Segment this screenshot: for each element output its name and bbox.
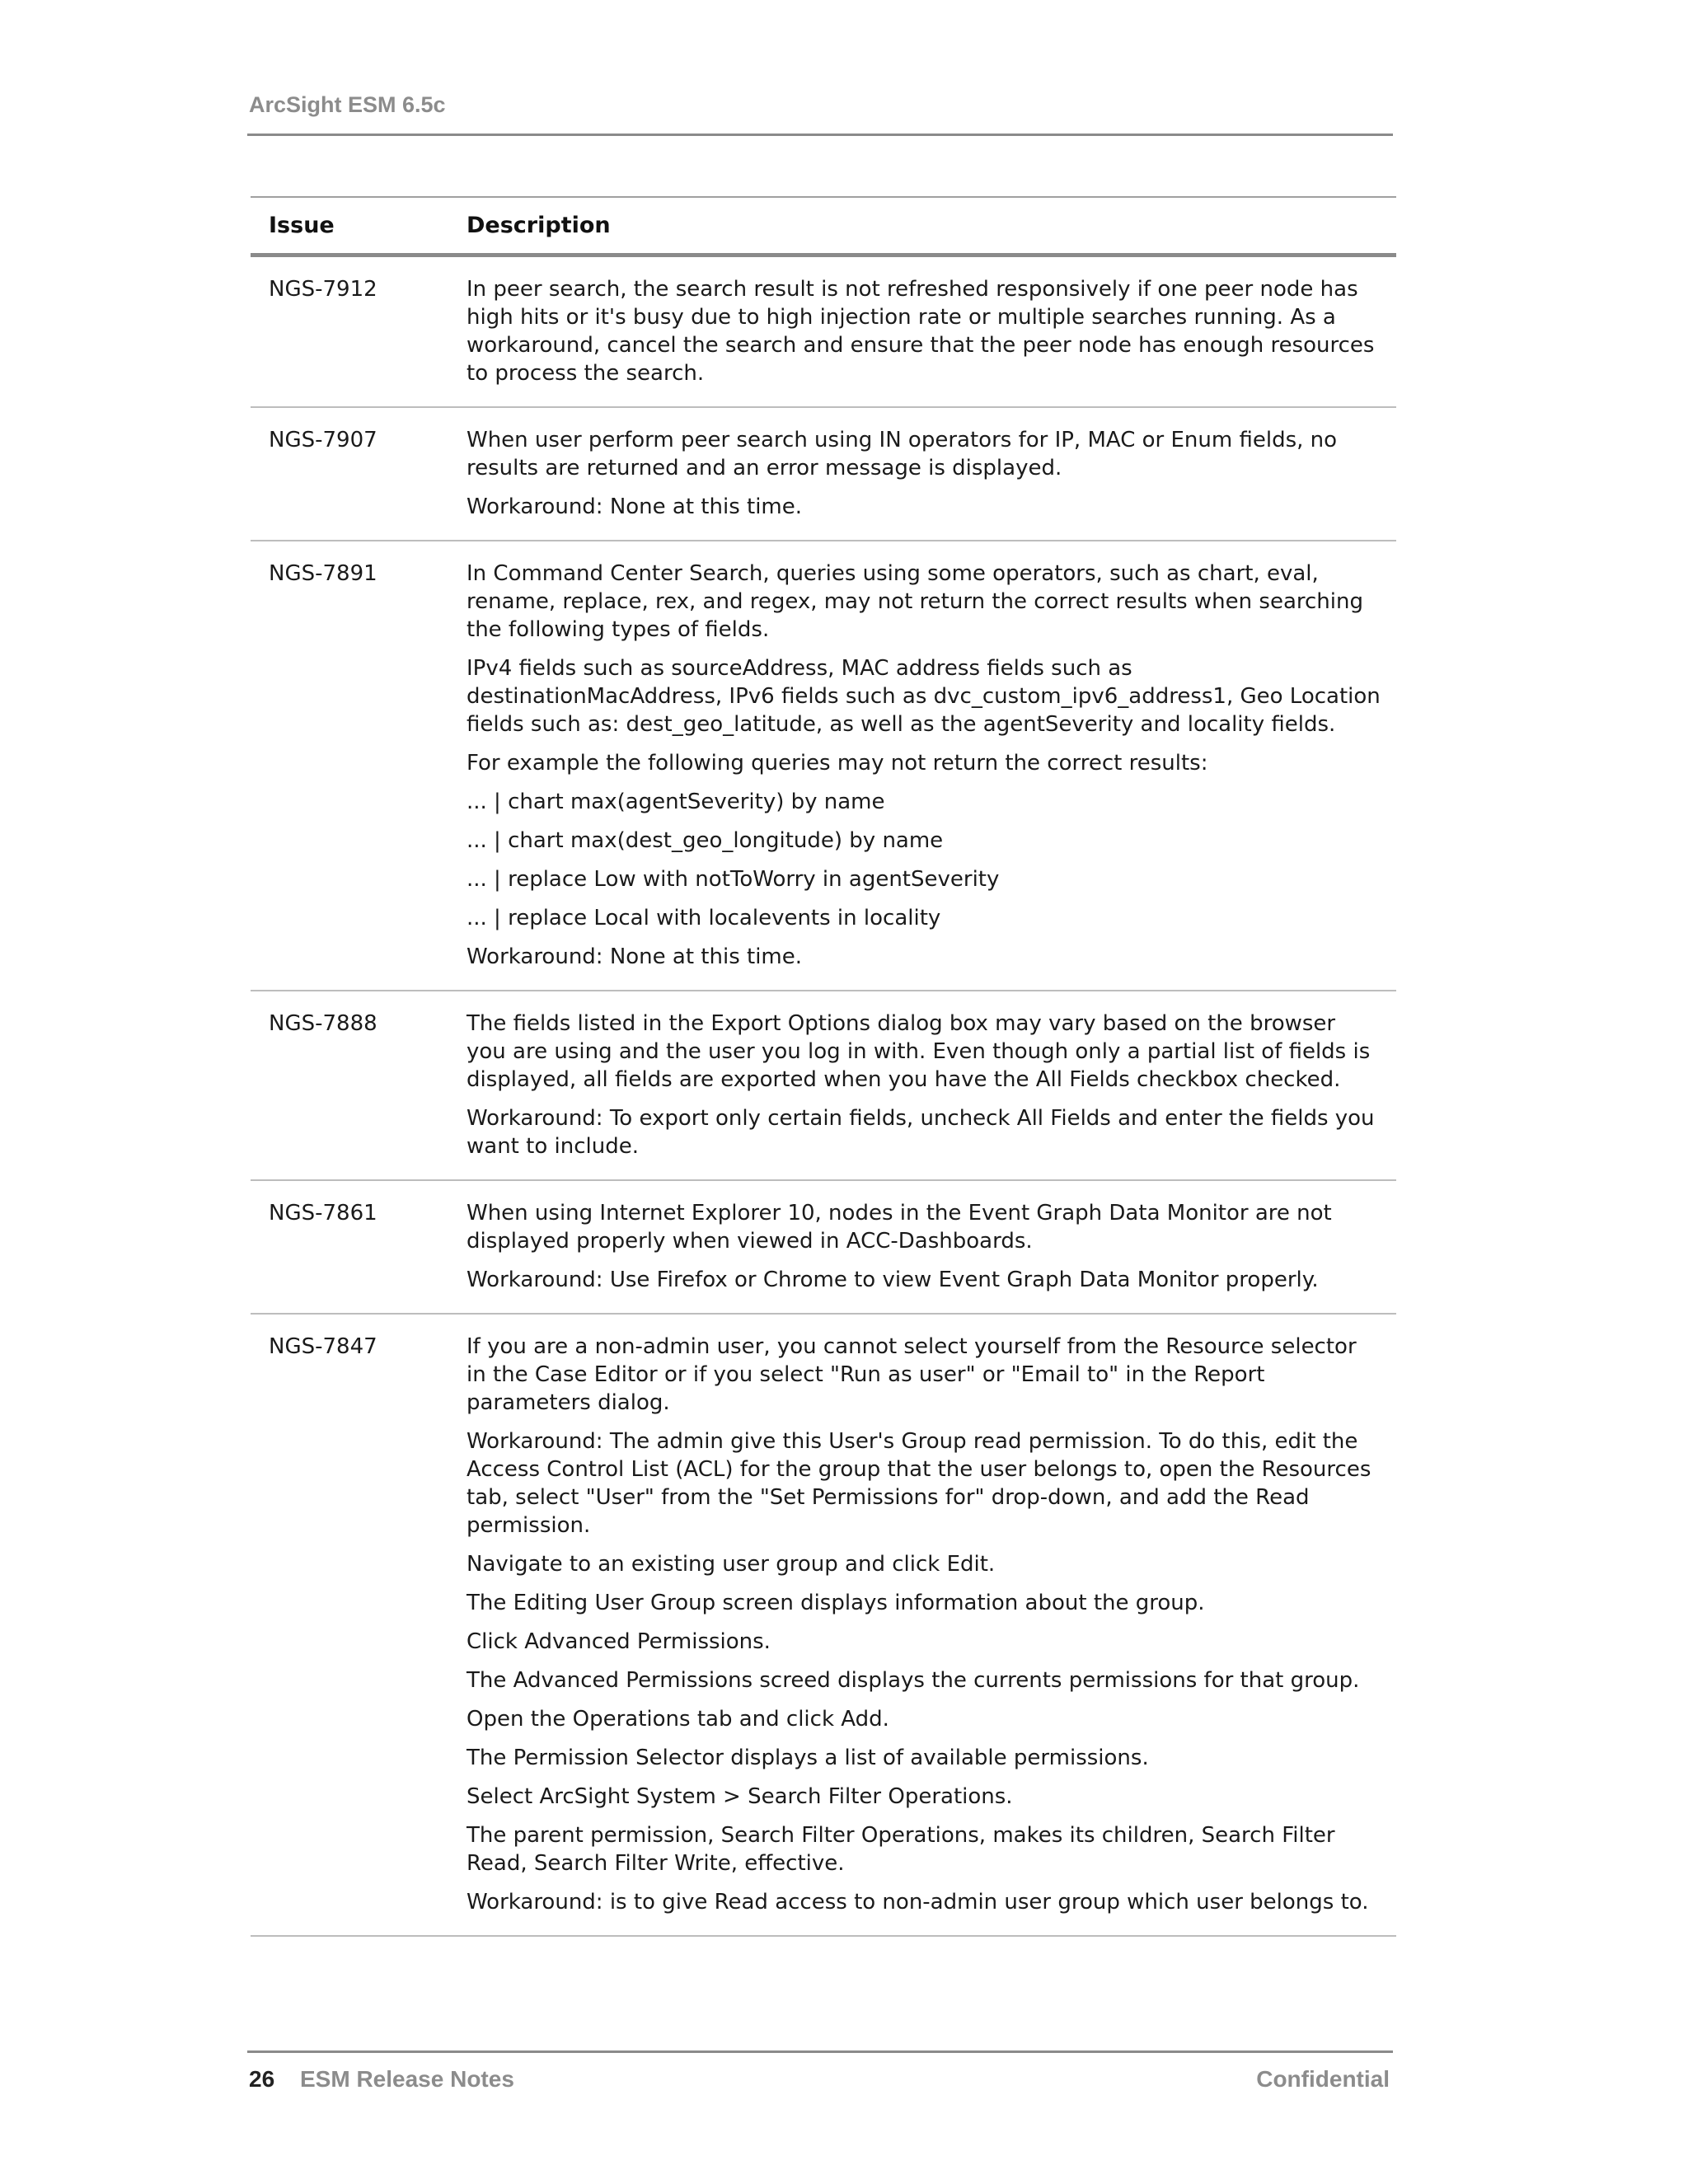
description-paragraph: The fields listed in the Export Options dialog box may vary based on the browser you are using and the user you log in with. Even though only a partial list of fields is displayed, all fields are exported when you have the All Fields checkbox checked. xyxy=(467,1011,1371,1092)
description-paragraph: The parent permission, Search Filter Operations, makes its children, Search Filter Read, Search Filter Write, effective. xyxy=(467,1823,1335,1876)
description-paragraph: In peer search, the search result is not refreshed responsively if one peer node has high hits or it's busy due to high injection rate or multiple searches running. As a workaround, cancel the search and ensure that the peer node has enough resources to process the search. xyxy=(467,277,1375,386)
table-row xyxy=(251,541,1396,991)
description-paragraph: Workaround: Use Firefox or Chrome to view Event Graph Data Monitor properly. xyxy=(467,1268,1319,1292)
issues-table xyxy=(251,196,1396,1937)
description-paragraph: Open the Operations tab and click Add. xyxy=(467,1707,889,1732)
issue-description xyxy=(448,541,1396,991)
column-header-issue: Issue xyxy=(251,197,448,255)
description-paragraph: Navigate to an existing user group and click Edit. xyxy=(467,1552,996,1577)
description-paragraph: If you are a non-admin user, you cannot select yourself from the Resource selector in the Case Editor or if you select "Run as user" or "Email to" in the Report parameters dialog. xyxy=(467,1334,1357,1415)
table-row xyxy=(251,1180,1396,1314)
running-footer xyxy=(247,2050,1393,2102)
description-paragraph: ... | replace Low with notToWorry in agentSeverity xyxy=(467,867,1000,892)
column-header-description: Description xyxy=(448,197,1396,255)
description-paragraph: ... | chart max(agentSeverity) by name xyxy=(467,790,885,814)
description-paragraph: When using Internet Explorer 10, nodes in the Event Graph Data Monitor are not displayed properly when viewed in ACC-Dashboards. xyxy=(467,1201,1332,1254)
description-paragraph: ... | replace Local with localevents in locality xyxy=(467,906,941,930)
table-row xyxy=(251,407,1396,541)
table-row xyxy=(251,991,1396,1180)
document-title: ArcSight ESM 6.5c xyxy=(249,92,446,117)
issue-description xyxy=(448,255,1396,408)
description-paragraph: Workaround: is to give Read access to non-admin user group which user belongs to. xyxy=(467,1890,1369,1915)
issue-description xyxy=(448,991,1396,1180)
issue-id: NGS-7888 xyxy=(251,991,448,1180)
description-paragraph: In Command Center Search, queries using some operators, such as chart, eval, rename, replace, rex, and regex, may not return the correct results when searching the following types of fields. xyxy=(467,561,1363,642)
issue-description xyxy=(448,1314,1396,1936)
description-paragraph: For example the following queries may not return the correct results: xyxy=(467,751,1208,776)
description-paragraph: Workaround: To export only certain fields, uncheck All Fields and enter the fields you want to include. xyxy=(467,1106,1375,1159)
description-paragraph: The Advanced Permissions screed displays the currents permissions for that group. xyxy=(467,1668,1360,1693)
issue-id: NGS-7912 xyxy=(251,255,448,408)
issue-id: NGS-7847 xyxy=(251,1314,448,1936)
issue-description xyxy=(448,1180,1396,1314)
table-row xyxy=(251,255,1396,408)
description-paragraph: IPv4 fields such as sourceAddress, MAC address fields such as destinationMacAddress, IPv6 fields such as dvc_custom_ipv6_address1, Geo Location fields such as: dest_geo_latitude, as well as the agentSeverity and locality fields. xyxy=(467,656,1381,737)
description-paragraph: Click Advanced Permissions. xyxy=(467,1629,771,1654)
running-header xyxy=(247,92,1393,136)
description-paragraph: ... | chart max(dest_geo_longitude) by name xyxy=(467,828,944,853)
description-paragraph: The Permission Selector displays a list of available permissions. xyxy=(467,1746,1149,1770)
table-header-row xyxy=(251,197,1396,255)
description-paragraph: Workaround: The admin give this User's Group read permission. To do this, edit the Access Control List (ACL) for the group that the user belongs to, open the Resources tab, select "User" from the "Set Permissions for" drop-down, and add the Read permission. xyxy=(467,1429,1372,1538)
issue-id: NGS-7891 xyxy=(251,541,448,991)
description-paragraph: The Editing User Group screen displays information about the group. xyxy=(467,1591,1205,1615)
issue-description xyxy=(448,407,1396,541)
table-body xyxy=(251,255,1396,1937)
document-name: ESM Release Notes xyxy=(300,2066,514,2092)
description-paragraph: Workaround: None at this time. xyxy=(467,944,803,969)
classification-label: Confidential xyxy=(1256,2066,1390,2092)
issue-id: NGS-7907 xyxy=(251,407,448,541)
page-number: 26 xyxy=(249,2066,275,2092)
description-paragraph: When user perform peer search using IN operators for IP, MAC or Enum fields, no results are returned and an error message is displayed. xyxy=(467,428,1338,480)
issue-id: NGS-7861 xyxy=(251,1180,448,1314)
table-row xyxy=(251,1314,1396,1936)
description-paragraph: Select ArcSight System > Search Filter Operations. xyxy=(467,1784,1013,1809)
description-paragraph: Workaround: None at this time. xyxy=(467,494,803,519)
